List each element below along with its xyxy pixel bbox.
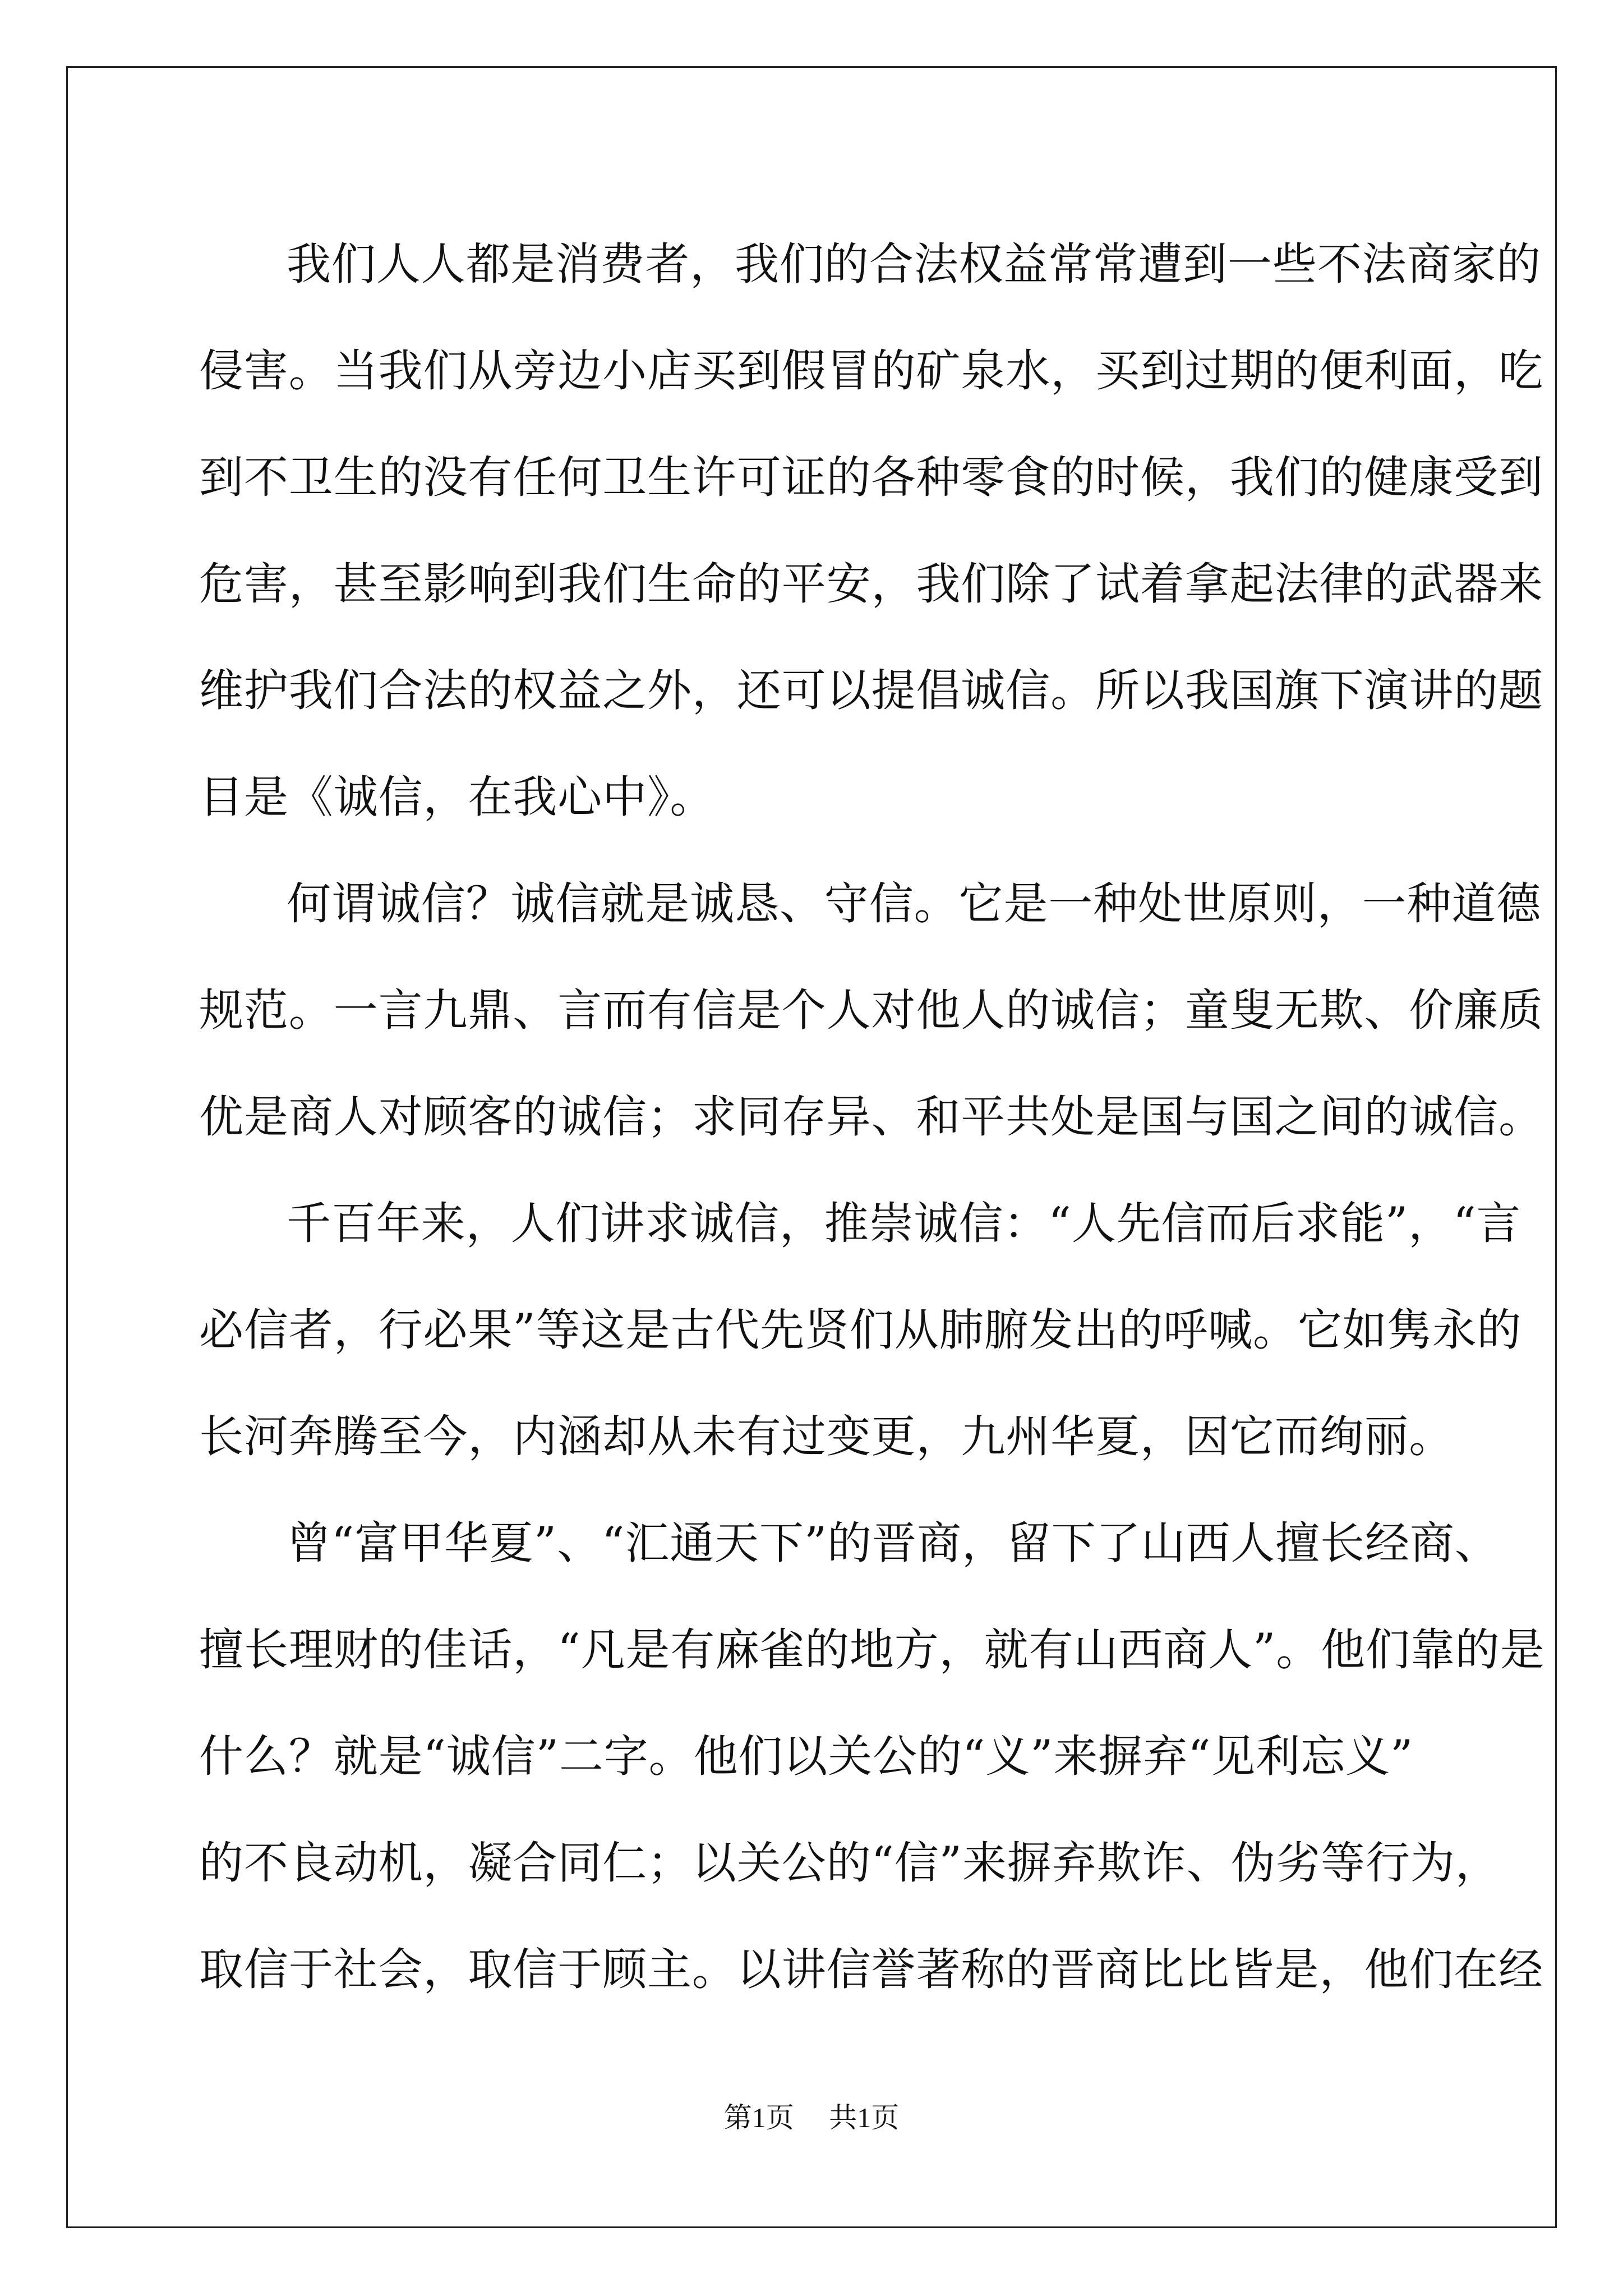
text-line: 的不良动机，凝合同仁；以关公的“信”来摒弃欺诈、伪劣等行为， <box>199 1837 1500 1889</box>
text-line: 擅长理财的佳话，“凡是有麻雀的地方，就有山西商人”。他们靠的是 <box>199 1624 1545 1676</box>
text-line: 目是《诚信，在我心中》。 <box>199 771 715 823</box>
text-line: 曾“富甲华夏”、“汇通天下”的晋商，留下了山西人擅长经商、 <box>287 1517 1500 1569</box>
page-total: 共1页 <box>829 2102 900 2133</box>
text-line: 维护我们合法的权益之外，还可以提倡诚信。所以我国旗下演讲的题 <box>199 665 1543 716</box>
text-line: 我们人人都是消费者，我们的合法权益常常遭到一些不法商家的 <box>287 238 1542 290</box>
text-line: 必信者，行必果”等这是古代先贤们从肺腑发出的呼喊。它如隽永的 <box>199 1304 1522 1356</box>
text-line: 取信于社会，取信于顾主。以讲信誉著称的晋商比比皆是，他们在经 <box>199 1944 1543 1995</box>
page-number: 第1页 <box>723 2102 794 2133</box>
text-line: 到不卫生的没有任何卫生许可证的各种零食的时候，我们的健康受到 <box>199 452 1543 503</box>
text-line: 优是商人对顾客的诚信；求同存异、和平共处是国与国之间的诚信。 <box>199 1091 1543 1143</box>
document-body <box>199 211 1545 2023</box>
text-line: 千百年来，人们讲求诚信，推崇诚信：“人先信而后求能”，“言 <box>287 1198 1521 1249</box>
text-line: 危害，甚至影响到我们生命的平安，我们除了试着拿起法律的武器来 <box>199 558 1543 610</box>
text-line: 何谓诚信？诚信就是诚恳、守信。它是一种处世原则，一种道德 <box>287 878 1542 930</box>
text-line: 侵害。当我们从旁边小店买到假冒的矿泉水，买到过期的便利面，吃 <box>199 345 1543 397</box>
text-line: 什么？就是“诚信”二字。他们以关公的“义”来摒弃“见利忘义” <box>199 1731 1414 1782</box>
text-line: 长河奔腾至今，内涵却从未有过变更，九州华夏，因它而绚丽。 <box>199 1411 1454 1462</box>
page-footer <box>0 2101 1623 2134</box>
text-line: 规范。一言九鼎、言而有信是个人对他人的诚信；童叟无欺、价廉质 <box>199 984 1543 1036</box>
